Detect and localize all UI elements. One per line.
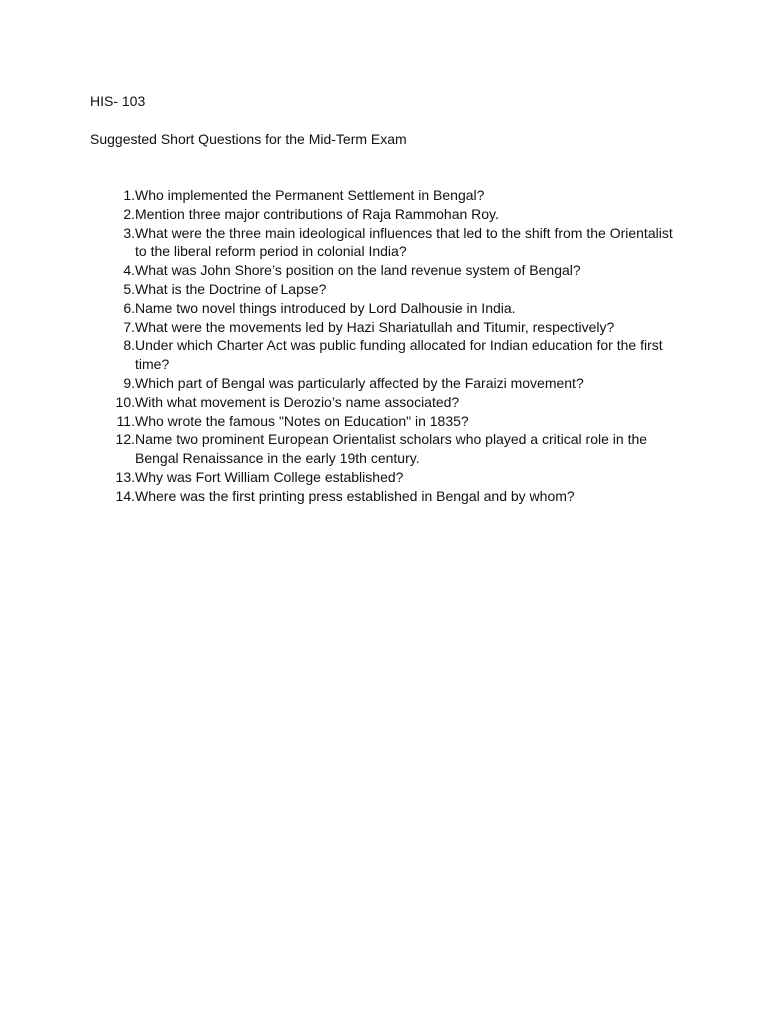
question-number: 8. [123,337,135,354]
question-item [100,374,680,393]
question-number: 10. [115,393,135,410]
question-text: Name two prominent European Orientalist scholars who played a critical role in the Bengal Renaissance in the early 19th century. [135,431,648,467]
question-item [100,205,680,224]
question-number: 6. [123,299,135,316]
question-text: Why was Fort William College established? [135,468,404,485]
question-item [100,336,680,374]
question-number: 2. [123,205,135,222]
question-number: 4. [123,262,135,279]
question-text: Which part of Bengal was particularly affected by the Faraizi movement? [135,374,584,391]
question-text: Under which Charter Act was public funding allocated for Indian education for the first time? [135,337,663,373]
question-number: 13. [115,468,135,485]
question-text: What were the movements led by Hazi Shariatullah and Titumir, respectively? [135,318,615,335]
question-number: 9. [123,374,135,391]
question-number: 1. [123,187,135,203]
question-text: Where was the first printing press established in Bengal and by whom? [135,487,575,504]
question-text: What were the three main ideological influences that led to the shift from the Orientalist to the liberal reform period in colonial India? [135,224,673,260]
question-item [100,299,680,318]
question-number: 12. [115,431,135,448]
question-text: What was John Shore’s position on the land revenue system of Bengal? [135,262,581,279]
question-item [100,487,680,506]
question-number: 5. [123,280,135,297]
question-number: 3. [123,224,135,241]
question-item [100,261,680,280]
question-text: What is the Doctrine of Lapse? [135,280,327,297]
question-item [100,318,680,337]
question-text: Mention three major contributions of Raja Rammohan Roy. [135,205,499,222]
question-item [100,280,680,299]
question-item [100,393,680,412]
question-item [100,430,680,468]
question-number: 11. [116,412,135,429]
question-text: With what movement is Derozio’s name associated? [135,393,460,410]
question-number: 14. [115,487,135,504]
question-text: Name two novel things introduced by Lord Dalhousie in India. [135,299,516,316]
question-item [100,186,680,205]
question-item [100,224,680,262]
question-text: Who implemented the Permanent Settlement in Bengal? [135,187,485,203]
document-subtitle: Suggested Short Questions for the Mid-Term Exam [90,131,407,147]
question-number: 7. [123,318,135,335]
question-item [100,412,680,431]
question-item [100,468,680,487]
question-text: Who wrote the famous "Notes on Education" in 1835? [135,412,469,429]
question-list [100,186,680,506]
course-code: HIS- 103 [90,93,146,109]
